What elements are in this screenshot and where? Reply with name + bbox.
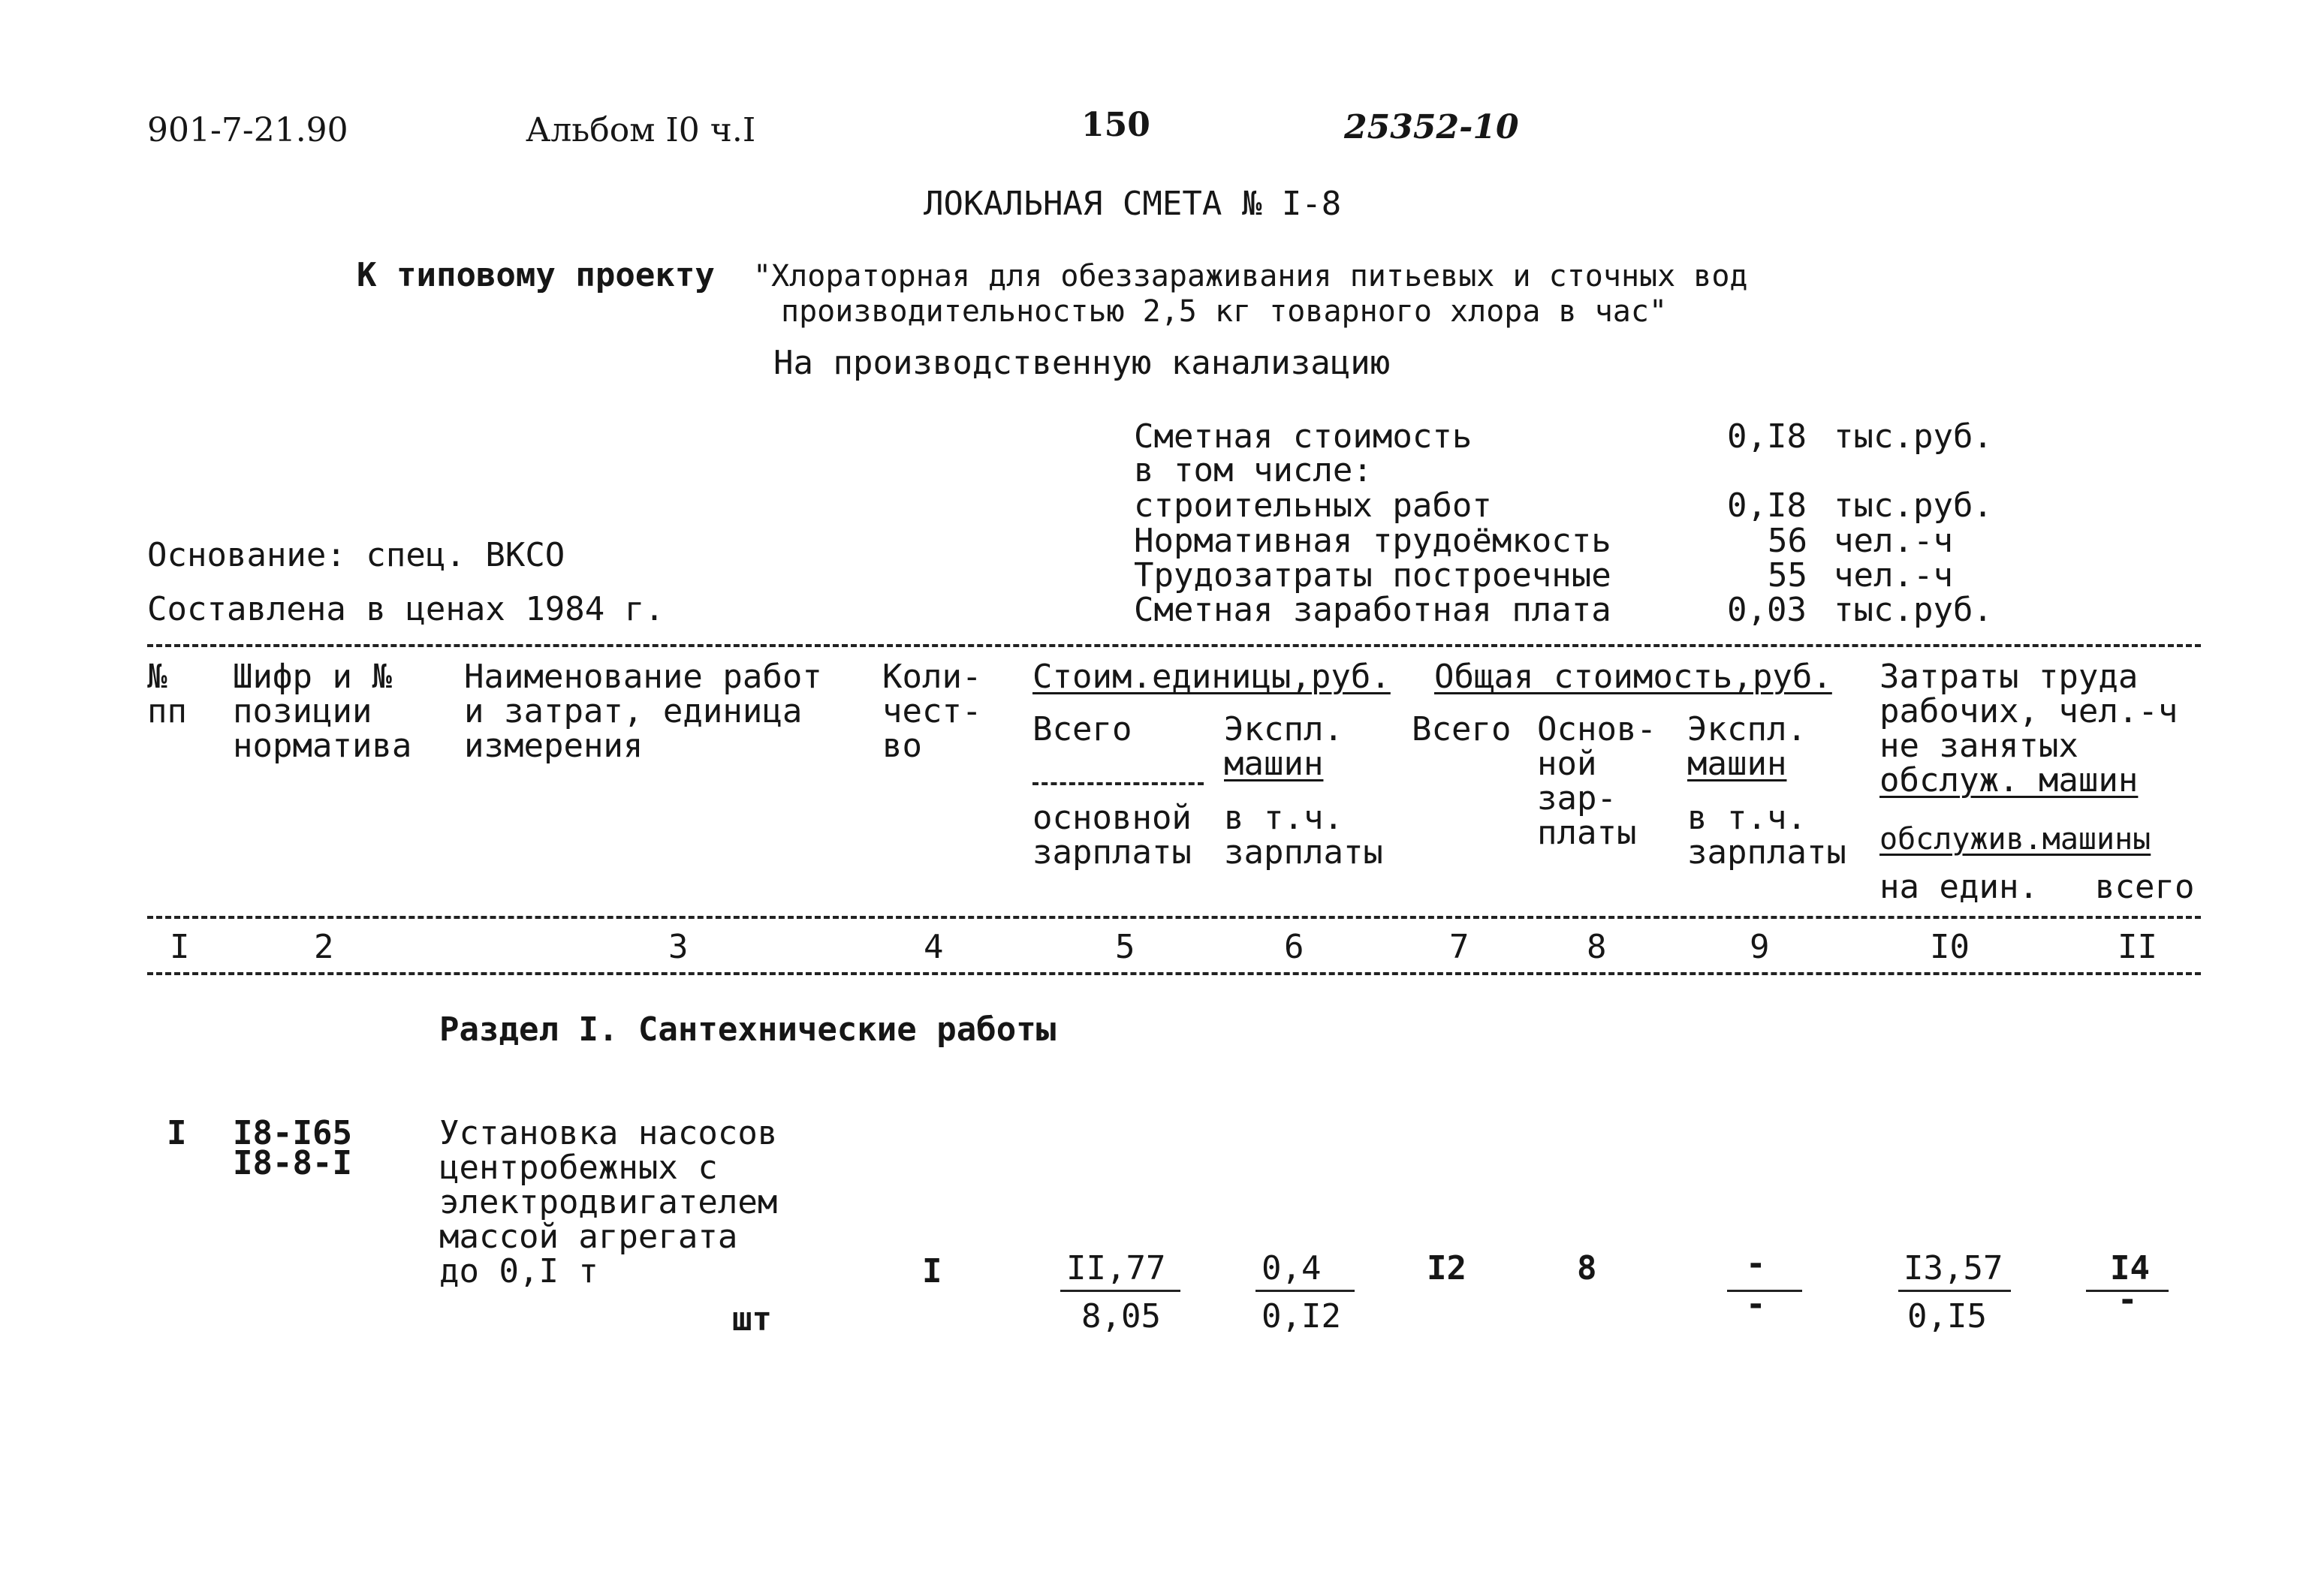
row-code-2: I8-8-I: [233, 1144, 352, 1182]
document-number: 25352-10: [1344, 108, 1519, 146]
table-top-rule: [147, 644, 2201, 647]
summary-unit-norm-labor: чел.-ч: [1834, 522, 1953, 560]
section-title: Раздел I. Сантехнические работы: [439, 1010, 1057, 1049]
column-number-4: 4: [924, 928, 944, 966]
summary-label-norm-labor: Нормативная трудоёмкость: [1134, 522, 1611, 560]
basis-prices: Составлена в ценах 1984 г.: [147, 590, 665, 628]
summary-label-wages: Сметная заработная плата: [1134, 591, 1611, 629]
row-name-line3: электродвигателем: [439, 1183, 778, 1221]
row-name-line4: массой агрегата: [439, 1218, 738, 1256]
estimate-subject: На производственную канализацию: [773, 344, 1391, 382]
project-name-line1: "Хлораторная для обеззараживания питьевых и сточных вод: [753, 259, 1748, 294]
summary-unit-total: тыс.руб.: [1834, 417, 1993, 456]
project-prefix: К типовому проекту: [357, 256, 715, 294]
header-labor-sub2: обслужив.машины: [1879, 822, 2151, 857]
row-col6-bottom: 0,I2: [1262, 1297, 1341, 1336]
summary-label-construction: строительных работ: [1134, 486, 1492, 525]
summary-value-site-labor: 55: [1768, 556, 1807, 595]
row-number: I: [167, 1114, 187, 1152]
row-code-1: I8-I65: [233, 1114, 352, 1152]
row-col7: I2: [1427, 1249, 1466, 1287]
header-col6-top-line1: Экспл.: [1224, 710, 1343, 748]
column-numbers-top-rule: [147, 916, 2201, 919]
header-col5-bottom-line2: зарплаты: [1032, 833, 1192, 872]
summary-unit-wages: тыс.руб.: [1834, 591, 1993, 629]
header-unit-cost: Стоим.единицы,руб.: [1032, 658, 1391, 696]
header-col8-line1: Основ-: [1537, 710, 1656, 748]
header-col8-line3: зар-: [1537, 779, 1617, 818]
summary-unit-site-labor: чел.-ч: [1834, 556, 1953, 595]
summary-unit-construction: тыс.руб.: [1834, 486, 1993, 525]
column-number-11: II: [2118, 928, 2157, 966]
header-col2-line1: Шифр и №: [233, 658, 392, 696]
header-labor-line3: не занятых: [1879, 727, 2078, 765]
row-col11-top: I4: [2110, 1249, 2150, 1287]
row-col5-bottom: 8,05: [1081, 1297, 1161, 1336]
header-col5-divider: [1032, 782, 1204, 785]
column-numbers-bottom-rule: [147, 972, 2201, 975]
summary-value-wages: 0,03: [1727, 591, 1807, 629]
column-number-8: 8: [1587, 928, 1607, 966]
summary-value-total: 0,I8: [1727, 417, 1807, 456]
column-number-7: 7: [1449, 928, 1470, 966]
row-col6-top: 0,4: [1262, 1249, 1322, 1287]
row-col9-bottom: -: [1746, 1285, 1766, 1323]
summary-label-including: в том числе:: [1134, 451, 1373, 489]
page-number: 150: [1081, 106, 1150, 144]
row-col5-fraction-bar: [1060, 1290, 1180, 1292]
header-col9-bottom-line2: зарплаты: [1687, 833, 1846, 872]
column-number-2: 2: [314, 928, 334, 966]
header-col6-top-line2: машин: [1224, 745, 1324, 783]
row-col10-bottom: 0,I5: [1907, 1297, 1987, 1336]
row-col8: 8: [1577, 1249, 1597, 1287]
header-col7: Всего: [1412, 710, 1512, 748]
project-name-line2: производительностью 2,5 кг товарного хлора в час": [781, 294, 1668, 329]
row-col10-fraction-bar: [1898, 1290, 2011, 1292]
header-col4-line1: Коли-: [882, 658, 982, 696]
column-number-5: 5: [1115, 928, 1135, 966]
header-col8-line2: ной: [1537, 745, 1597, 783]
header-col9-top-line1: Экспл.: [1687, 710, 1807, 748]
summary-label-site-labor: Трудозатраты построечные: [1134, 556, 1611, 595]
header-total-cost: Общая стоимость,руб.: [1434, 658, 1832, 696]
column-number-9: 9: [1750, 928, 1770, 966]
summary-value-norm-labor: 56: [1768, 522, 1807, 560]
row-col5-top: II,77: [1066, 1249, 1166, 1287]
header-col4-line3: во: [882, 727, 922, 765]
header-labor-line2: рабочих, чел.-ч: [1879, 692, 2178, 730]
header-col1-line2: пп: [147, 692, 187, 730]
header-col11: всего: [2095, 868, 2195, 906]
row-name-line1: Установка насосов: [439, 1114, 778, 1152]
header-col2-line3: норматива: [233, 727, 412, 765]
header-col5-bottom-line1: основной: [1032, 799, 1192, 837]
row-name-line5: до 0,I т: [439, 1252, 598, 1290]
album-label: Альбом I0 ч.I: [526, 111, 756, 149]
summary-label-total: Сметная стоимость: [1134, 417, 1473, 456]
header-col6-bottom-line1: в т.ч.: [1224, 799, 1343, 837]
header-col3-line2: и затрат, единица: [464, 692, 803, 730]
header-col3-line3: измерения: [464, 727, 644, 765]
header-col8-line4: платы: [1537, 814, 1637, 852]
row-name-line2: центробежных с: [439, 1149, 718, 1187]
column-number-6: 6: [1284, 928, 1304, 966]
row-col9-top: -: [1746, 1245, 1766, 1283]
summary-value-construction: 0,I8: [1727, 486, 1807, 525]
column-number-3: 3: [668, 928, 689, 966]
estimate-title: ЛОКАЛЬНАЯ СМЕТА № I-8: [924, 185, 1342, 223]
header-labor-line1: Затраты труда: [1879, 658, 2139, 696]
column-number-1: I: [170, 928, 190, 966]
header-col10: на един.: [1879, 868, 2039, 906]
row-col10-top: I3,57: [1904, 1249, 2003, 1287]
header-col1-line1: №: [147, 658, 167, 696]
column-number-10: I0: [1930, 928, 1970, 966]
basis-spec: Основание: спец. ВКСО: [147, 536, 565, 574]
header-col4-line2: чест-: [882, 692, 982, 730]
row-unit: шт: [732, 1300, 772, 1339]
row-quantity: I: [922, 1252, 942, 1290]
header-col5-top: Всего: [1032, 710, 1132, 748]
row-col6-fraction-bar: [1255, 1290, 1355, 1292]
header-col2-line2: позиции: [233, 692, 372, 730]
document-code: 901-7-21.90: [147, 111, 348, 149]
header-labor-sub1: обслуж. машин: [1879, 761, 2139, 800]
header-col9-bottom-line1: в т.ч.: [1687, 799, 1807, 837]
header-col6-bottom-line2: зарплаты: [1224, 833, 1383, 872]
header-col9-top-line2: машин: [1687, 745, 1787, 783]
header-col3-line1: Наименование работ: [464, 658, 822, 696]
row-col11-bottom: -: [2118, 1281, 2138, 1319]
